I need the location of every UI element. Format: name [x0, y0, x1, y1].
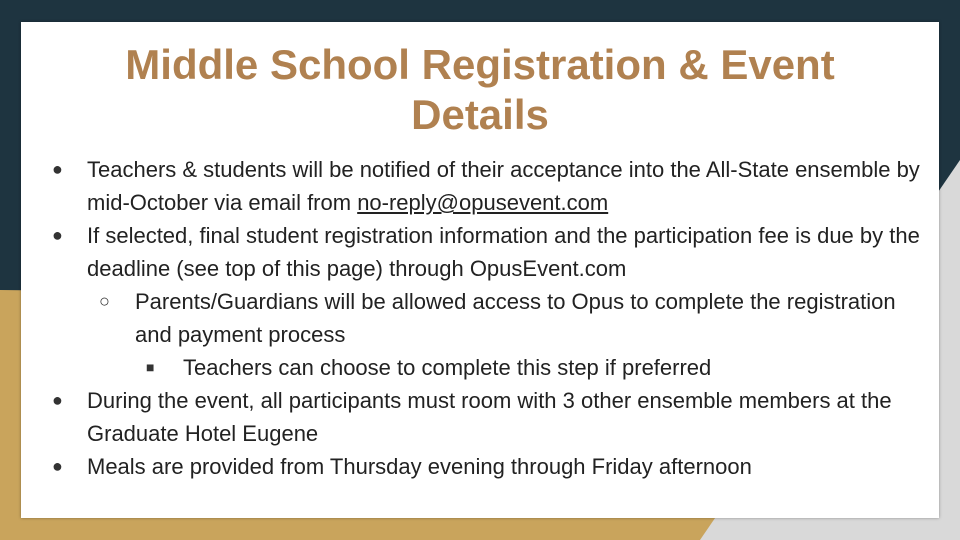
- bullet-text: Teachers & students will be notified of their acceptance into the All-State ensemble by mid-October via email from: [87, 157, 920, 215]
- slide-title: [0, 40, 960, 140]
- bullet-dot-icon: ●: [52, 159, 63, 179]
- bullet-text: Teachers can choose to complete this step if preferred: [183, 355, 712, 380]
- bullet-text: Meals are provided from Thursday evening through Friday afternoon: [87, 454, 752, 479]
- bullet-text: During the event, all participants must room with 3 other ensemble members at the Graduate Hotel Eugene: [87, 388, 892, 446]
- bullet-square-icon: ■: [146, 359, 155, 375]
- title-line-2: Details: [411, 91, 549, 138]
- list-item: [0, 351, 960, 384]
- list-item: [0, 285, 960, 351]
- list-item: [0, 450, 960, 483]
- list-item: [0, 384, 960, 450]
- bullet-circle-icon: ○: [99, 291, 110, 311]
- bullet-dot-icon: ●: [52, 225, 63, 245]
- list-item: [0, 219, 960, 285]
- email-link[interactable]: no-reply@opusevent.com: [357, 190, 609, 215]
- bullet-text: If selected, final student registration information and the participation fee is due by the deadline (see top of this page) through OpusEvent.com: [87, 223, 920, 281]
- bullet-dot-icon: ●: [52, 456, 63, 476]
- bullet-dot-icon: ●: [52, 390, 63, 410]
- bullet-text: Parents/Guardians will be allowed access to Opus to complete the registration and payment process: [135, 289, 896, 347]
- title-line-1: Middle School Registration & Event: [125, 41, 835, 88]
- list-item: [0, 153, 960, 219]
- bullet-list: [0, 153, 960, 483]
